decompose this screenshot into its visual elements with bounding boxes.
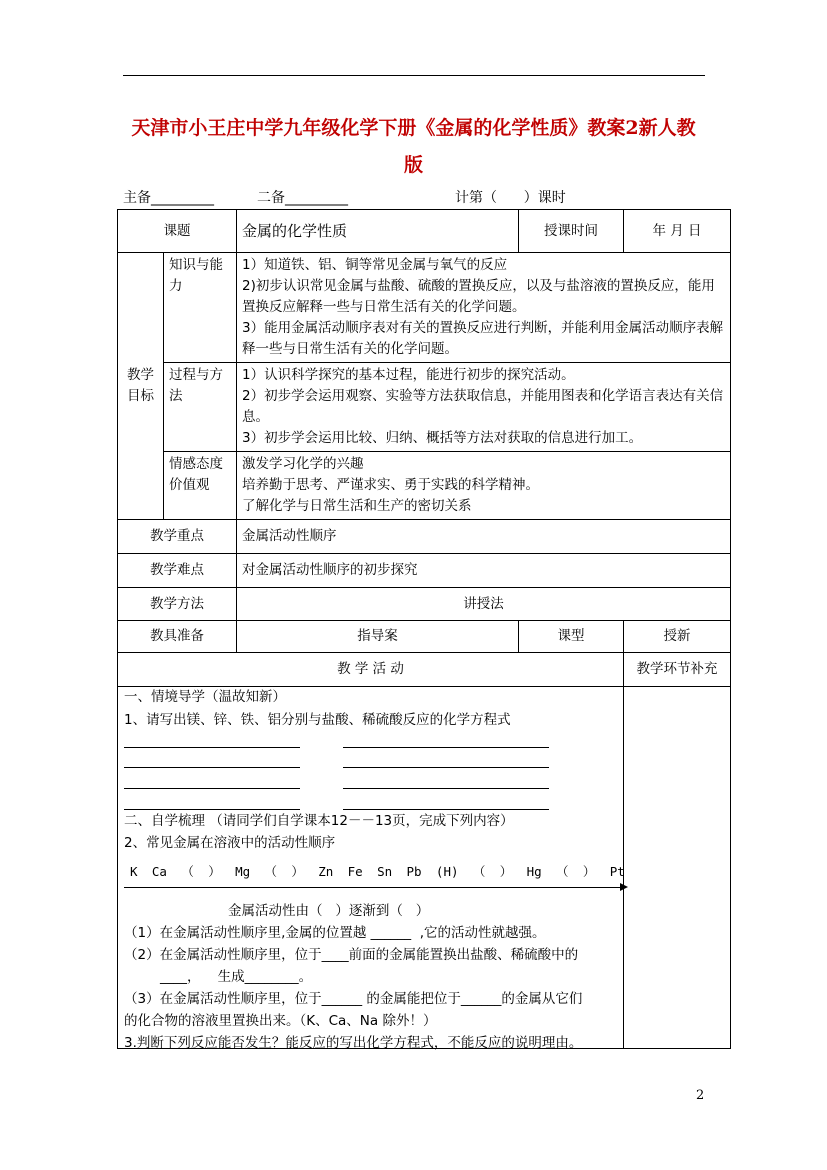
answer-blank [343,809,549,810]
series-item: K [130,864,138,879]
answer-blank [343,767,549,768]
rule-2-cont: ____， 生成________。 [160,969,313,985]
question-1: 1、请写出镁、锌、铁、铝分别与盐酸、稀硫酸反应的化学方程式 [124,712,511,728]
series-item: Sn [377,864,393,879]
lesson-plan-table [117,209,731,1049]
rule-2: （2）在金属活动性顺序里，位于____前面的金属能置换出盐酸、稀硫酸中的 [124,947,579,963]
answer-blank [124,788,300,789]
supplement-cell [624,687,731,1049]
tools-value: 指导案 [237,621,519,653]
process-item: 2）初步学会运用观察、实验等方法获取信息，并能用图表和化学语言表达有关信息。 [242,388,724,425]
question-3: 3.判断下列反应能否发生？能反应的写出化学方程式，不能反应的说明理由。 [124,1035,583,1051]
activity-arrow-line [124,887,622,888]
question-2: 2、常见金属在溶液中的活动性顺序 [124,835,336,851]
activity-direction: 金属活动性由（ ）逐渐到（ ） [228,903,430,919]
lesson-type-value: 授新 [624,621,731,653]
emotion-label: 情感态度价值观 [164,452,237,520]
activity-content [118,687,624,1049]
answer-blank [124,747,300,748]
tools-label: 教具准备 [118,621,237,653]
series-item: （ [264,864,277,879]
series-item: （ [472,864,486,879]
topic-value: 金属的化学性质 [237,210,519,253]
erbei-field: 二备_________ [257,190,348,206]
date-value: 年 月 日 [624,210,731,253]
process-item: 3）初步学会运用比较、归纳、概括等方法对获取的信息进行加工。 [242,430,643,446]
process-label: 过程与方法 [164,363,237,452]
series-item: ） [208,864,221,879]
supplement-header: 教学环节补充 [624,653,731,687]
knowledge-item: 3）能用金属活动顺序表对有关的置换反应进行判断，并能利用金属活动顺序表解释一些与日常生活有关的化学问题。 [242,320,724,357]
rule-3-cont: 的化合物的溶液里置换出来。（K、Ca、Na 除外！） [124,1013,437,1029]
lesson-type-label: 课型 [519,621,624,653]
lesson-count-field: 计第（ ）课时 [455,190,566,206]
document-title: 天津市小王庄中学九年级化学下册《金属的化学性质》教案2新人教 [131,117,696,139]
series-item: Mg [235,864,251,879]
knowledge-label: 知识与能力 [164,253,237,363]
series-item: （ [181,864,194,879]
series-item: ） [291,864,304,879]
series-item: ） [582,864,596,879]
series-item: Pb [406,864,422,879]
arrow-head-icon [620,883,628,891]
key-point-label: 教学重点 [118,520,237,554]
process-item: 1）认识科学探究的基本过程，能进行初步的探究活动。 [242,367,575,383]
method-label: 教学方法 [118,588,237,621]
activity-series [130,861,625,882]
section-heading: 一、情境导学（温故知新） [124,689,286,705]
difficulty-label: 教学难点 [118,554,237,588]
rule-1: （1）在金属活动性顺序里,金属的位置越 ______ ,它的活动性就越强。 [124,925,546,941]
series-item: (H) [435,864,459,879]
answer-blank [124,809,300,810]
zhubei-field: 主备_________ [123,190,214,206]
process-content [237,363,731,452]
goals-label: 教学目标 [118,253,164,520]
series-item: Fe [347,864,363,879]
answer-blank [343,788,549,789]
answer-blank [124,767,300,768]
series-item: Pt [609,864,625,879]
knowledge-content [237,253,731,363]
series-item: ） [499,864,513,879]
topic-label: 课题 [118,210,237,253]
page-number: 2 [696,1088,705,1103]
section-heading: 二、自学梳理 （请同学们自学课本12－－13页，完成下列内容） [124,813,514,829]
series-item: Ca [151,864,167,879]
series-item: Hg [526,864,542,879]
rule-3: （3）在金属活动性顺序里，位于______ 的金属能把位于______的金属从它们 [124,991,583,1007]
method-value: 讲授法 [237,588,731,621]
document-title-cont: 版 [403,154,423,176]
time-label: 授课时间 [519,210,624,253]
knowledge-item: 2)初步认识常见金属与盐酸、硫酸的置换反应，以及与盐溶液的置换反应，能用置换反应解释一些与日常生活有关的化学问题。 [242,278,715,315]
series-item: （ [556,864,569,879]
key-point-value: 金属活动性顺序 [237,520,731,554]
header-rule [123,75,705,76]
series-item: Zn [318,864,334,879]
knowledge-item: 1）知道铁、铝、铜等常见金属与氧气的反应 [242,257,508,273]
emotion-item: 激发学习化学的兴趣 [242,456,364,472]
emotion-item: 培养勤于思考、严谨求实、勇于实践的科学精神。 [242,477,539,493]
emotion-content [237,452,731,520]
answer-blank [343,747,549,748]
emotion-item: 了解化学与日常生活和生产的密切关系 [242,498,472,514]
activity-header: 教 学 活 动 [118,653,624,687]
difficulty-value: 对金属活动性顺序的初步探究 [237,554,731,588]
